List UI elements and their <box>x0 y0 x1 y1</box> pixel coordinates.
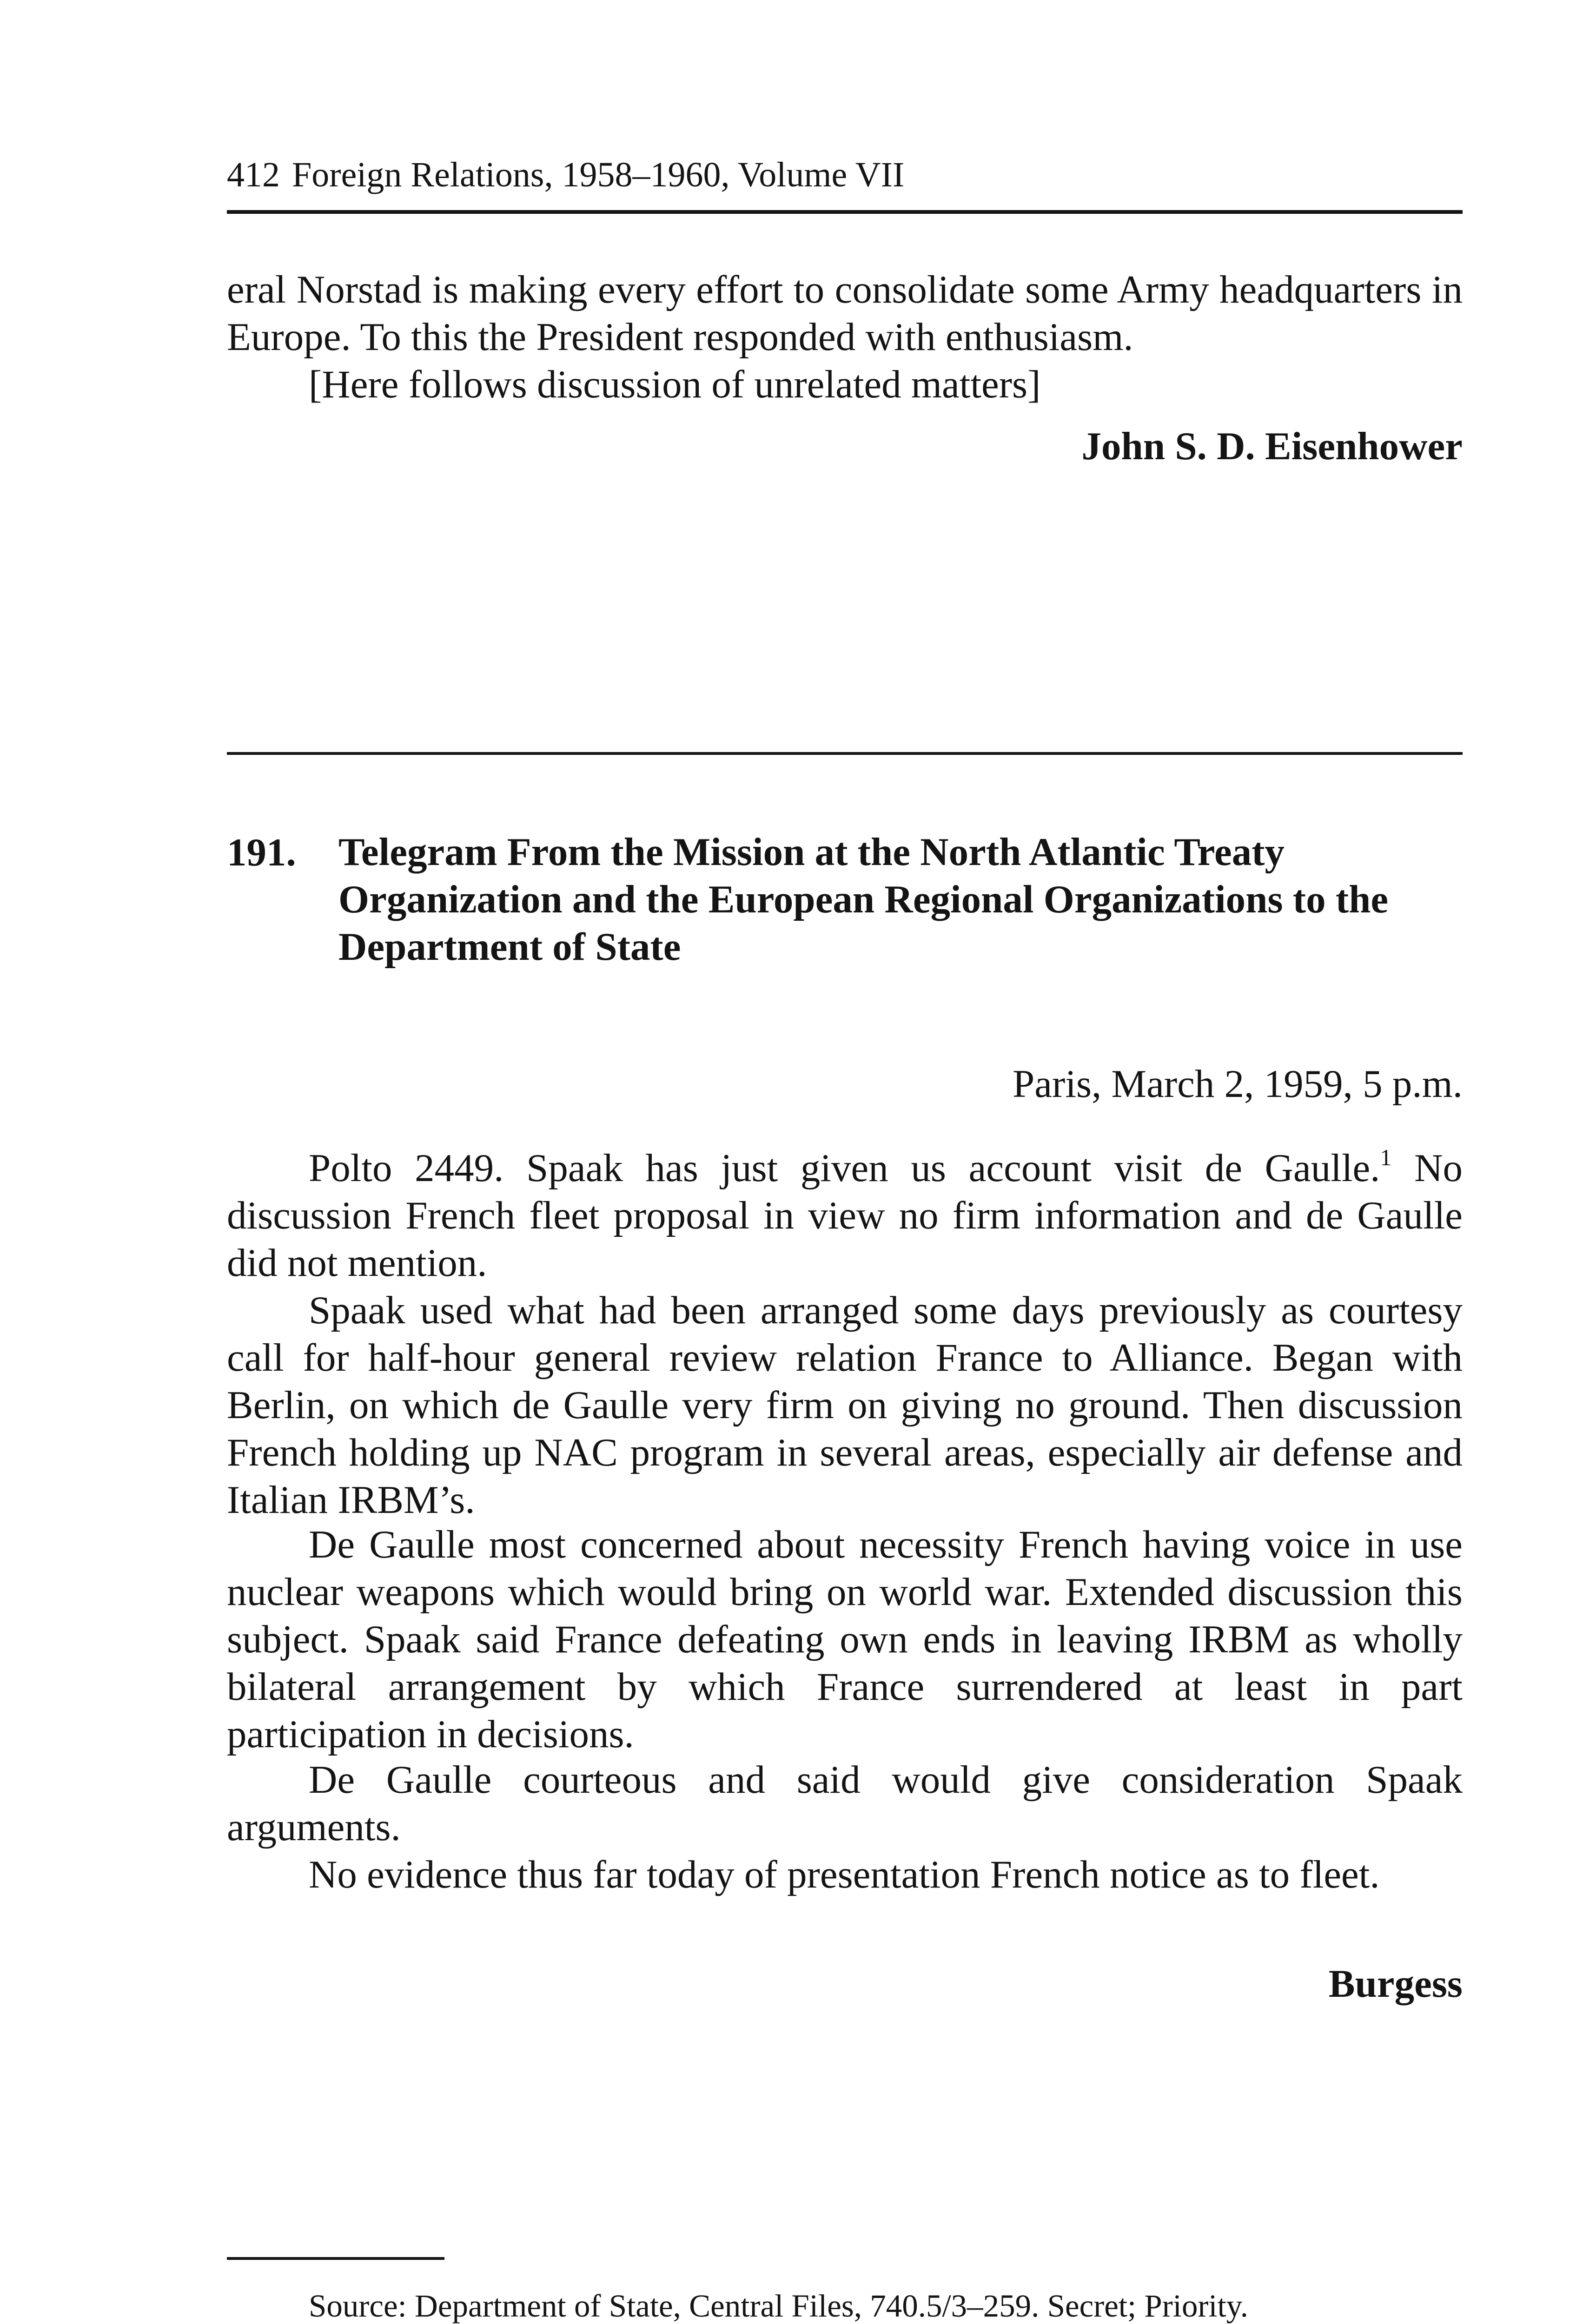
paragraph-4: De Gaulle courteous and said would give consideration Spaak arguments. <box>227 1758 1463 1849</box>
document-separator-rule <box>227 752 1463 755</box>
header-rule <box>227 210 1463 214</box>
running-head <box>227 157 904 192</box>
page-number: 412 <box>227 155 280 194</box>
paragraph-1-start: Polto 2449. Spaak has just given us account visit de Gaulle. <box>309 1146 1380 1190</box>
document-title: Telegram From the Mission at the North Atlantic Treaty Organization and the European Regional Organizations to the Department of State <box>338 830 1389 969</box>
document-number: 191. <box>227 831 296 874</box>
continuation-paragraph: eral Norstad is making every effort to consolidate some Army headquarters in Europe. To this the President responded with enthusiasm. <box>227 268 1463 359</box>
paragraph-5: No evidence thus far today of presentation French notice as to fleet. <box>309 1853 1380 1896</box>
footnote-rule <box>227 2257 444 2260</box>
paragraph-3: De Gaulle most concerned about necessity French having voice in use nuclear weapons which would bring on world war. Extended discussion this subject. Spaak said France defeating own ends in leaving IRBM as wholly bilateral arrangement by which France surrendered at least in part participation in decisions. <box>227 1523 1463 1756</box>
signature-burgess: Burgess <box>1328 1962 1463 2006</box>
dateline: Paris, March 2, 1959, 5 p.m. <box>1013 1062 1463 1106</box>
paragraph-1-end: No discussion French fleet proposal in view no firm information and de Gaulle did not mention. <box>227 1146 1463 1285</box>
footnote-reference: 1 <box>1380 1144 1392 1170</box>
paragraph-1 <box>227 1144 1463 1287</box>
previous-signature: John S. D. Eisenhower <box>1081 424 1463 468</box>
running-title: Foreign Relations, 1958–1960, Volume VII <box>292 155 905 194</box>
editorial-note: [Here follows discussion of unrelated matters] <box>309 363 1041 406</box>
source-note: Source: Department of State, Central Files, 740.5/3–259. Secret; Priority. <box>309 2288 1249 2324</box>
paragraph-2: Spaak used what had been arranged some days previously as courtesy call for half-hour general review relation France to Alliance. Began with Berlin, on which de Gaulle very firm on giving no ground. Then discussion French holding up NAC program in several areas, especially air defense and Italian IRBM’s. <box>227 1288 1463 1522</box>
